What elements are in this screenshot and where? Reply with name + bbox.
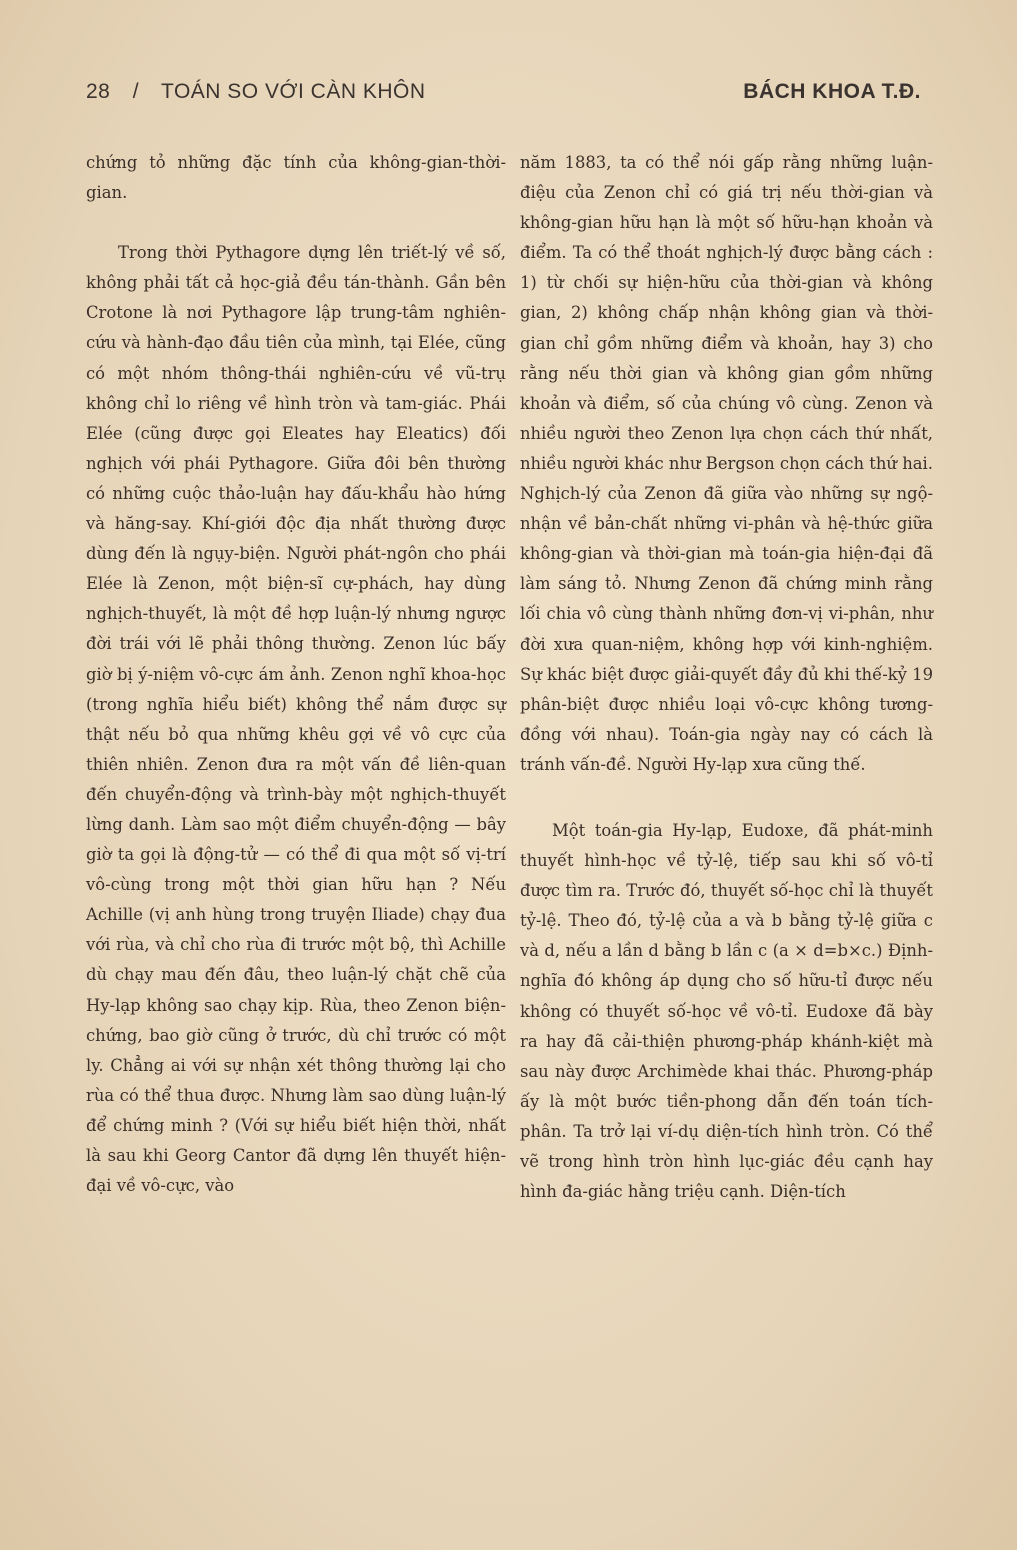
left-paragraph-1: chứng tỏ những đặc tính của không-gian-thời-gian. bbox=[86, 153, 506, 203]
right-paragraph-1: năm 1883, ta có thể nói gấp rằng những luận-điệu của Zenon chỉ có giá trị nếu thời-gian và không-gian hữu hạn là một số hữu-hạn khoản và điểm. Ta có thể thoát nghịch-lý được bằng cách : 1) từ chối sự hiện-hữu của thời-gian và không gian, 2) không chấp nhận không gian và thời-gian chỉ gồm những điểm và khoản, hay 3) cho rằng nếu thời gian và không gian gồm những khoản và điểm, số của chúng vô cùng. Zenon và nhiều người theo Zenon lựa chọn cách thứ nhất, nhiều người khác như Bergson chọn cách thứ hai. Nghịch-lý của Zenon đã giữa vào những sự ngộ-nhận về bản-chất những vi-phân và hệ-thức giữa không-gian và thời-gian mà toán-gia hiện-đại đã làm sáng tỏ. Nhưng Zenon đã chứng minh rằng lối chia vô cùng thành những đơn-vị vi-phân, như đời xưa quan-niệm, không hợp với kinh-nghiệm. Sự khác biệt được giải-quyết đầy đủ khi thế-kỷ 19 phân-biệt được nhiều loại vô-cực không tương-đồng với nhau). Toán-gia ngày nay có cách là tránh vấn-đề. Người Hy-lạp xưa cũng thế. bbox=[520, 153, 933, 774]
paragraph-gap bbox=[86, 208, 506, 238]
paragraph-gap bbox=[520, 780, 933, 816]
running-title: TOÁN SO VỚI CÀN KHÔN bbox=[161, 80, 426, 103]
header-left bbox=[86, 80, 442, 104]
page-number: 28 bbox=[86, 80, 111, 103]
right-column bbox=[520, 148, 933, 1207]
header-separator: / bbox=[132, 80, 140, 103]
publication-name: BÁCH KHOA T.Đ. bbox=[743, 80, 921, 103]
right-paragraph-2: Một toán-gia Hy-lạp, Eudoxe, đã phát-minh thuyết hình-học về tỷ-lệ, tiếp sau khi số vô-tỉ được tìm ra. Trước đó, thuyết số-học chỉ là thuyết tỷ-lệ. Theo đó, tỷ-lệ của a và b bằng tỷ-lệ giữa c và d, nếu a lần d bằng b lần c (a × d=b×c.) Định-nghĩa đó không áp dụng cho số hữu-tỉ được nếu không có thuyết số-học về vô-tỉ. Eudoxe đã bày ra hay đã cải-thiện phương-pháp khánh-kiệt mà sau này được Archimède khai thác. Phương-pháp ấy là một bước tiền-phong dẫn đến toán tích-phân. Ta trở lại ví-dụ diện-tích hình tròn. Có thể vẽ trong hình tròn hình lục-giác đều cạnh hay hình đa-giác hằng triệu cạnh. Diện-tích bbox=[520, 820, 933, 1202]
left-paragraph-2: Trong thời Pythagore dựng lên triết-lý về số, không phải tất cả học-giả đều tán-thành. Gần bên Crotone là nơi Pythagore lập trung-tâm nghiên-cứu và hành-đạo đầu tiên của mình, tại Elée, cũng có một nhóm thông-thái nghiên-cứu về vũ-trụ không chỉ lo riêng về hình tròn và tam-giác. Phái Elée (cũng được gọi Eleates hay Eleatics) đối nghịch với phái Pythagore. Giữa đôi bên thường có những cuộc thảo-luận hay đấu-khẩu hào hứng và hăng-say. Khí-giới độc địa nhất thường được dùng đến là ngụy-biện. Người phát-ngôn cho phái Elée là Zenon, một biện-sĩ cự-phách, hay dùng nghịch-thuyết, là một đề hợp luận-lý nhưng ngược đời trái với lẽ phải thông thường. Zenon lúc bấy giờ bị ý-niệm vô-cực ám ảnh. Zenon nghĩ khoa-học (trong nghĩa hiểu biết) không thể nắm được sự thật nếu bỏ qua những khêu gợi về vô cực của thiên nhiên. Zenon đưa ra một vấn đề liên-quan đến chuyển-động và trình-bày một nghịch-thuyết lừng danh. Làm sao một điểm chuyển-động — bây giờ ta gọi là động-tử — có thể đi qua một số vị-trí vô-cùng trong một thời gian hữu hạn ? Nếu Achille (vị anh hùng trong truyện Iliade) chạy đua với rùa, và chỉ cho rùa đi trước một bộ, thì Achille dù chạy mau đến đâu, theo luận-lý chặt chẽ của Hy-lạp không sao chạy kịp. Rùa, theo Zenon biện-chứng, bao giờ cũng ở trước, dù chỉ trước có một ly. Chẳng ai với sự nhận xét thông thường lại cho rùa có thể thua được. Nhưng làm sao dùng luận-lý để chứng minh ? (Với sự hiểu biết hiện thời, nhất là sau khi Georg Cantor đã dựng lên thuyết hiện-đại về vô-cực, vào bbox=[86, 243, 506, 1196]
page-header bbox=[86, 80, 921, 114]
left-column bbox=[86, 148, 506, 1201]
